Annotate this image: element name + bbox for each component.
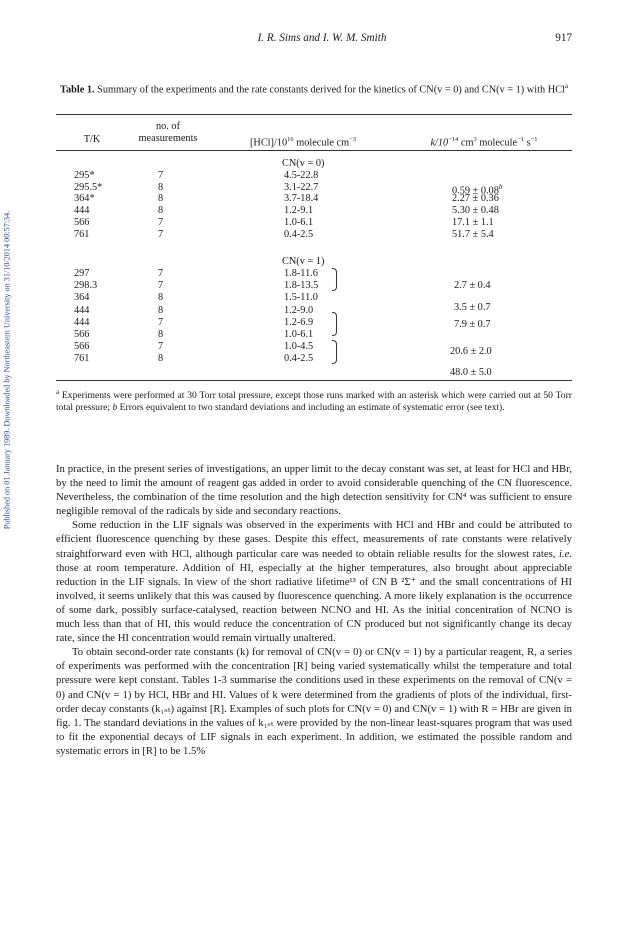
page-number: 917 [555, 32, 572, 44]
cell-rate-constant: 51.7 ± 5.4 [452, 228, 494, 240]
group-brace [332, 312, 337, 336]
footnote-a-marker: a [56, 388, 60, 396]
header-k-unit3: s [524, 137, 531, 149]
download-notice: Published on 01 January 1989. Downloaded by Northeastern University on 31/10/2014 00:57:34. [2, 210, 12, 530]
cell-temperature: 444 [74, 304, 90, 316]
cell-rate-constant: 17.1 ± 1.1 [452, 216, 494, 228]
cell-measurements: 7 [158, 280, 164, 292]
paragraph-1: In practice, in the present series of investigations, an upper limit to the decay constant was set, at least for HCl and HBr, by the need to limit the amount of reagent gas added in order to avoid considerable quenching of the CN fluorescence. Nevertheless, the combination of the time resolution and the high detection sensitivity for CN⁴ was sufficient to ensure negligible removal of the radicals by side and secondary reactions. [56, 463, 572, 518]
caption-footnote-marker: a [564, 82, 568, 90]
header-conc-exp: 16 [287, 136, 294, 143]
cell-measurements: 7 [158, 216, 164, 228]
cell-concentration: 1.8-13.5 [284, 280, 319, 292]
cell-measurements: 7 [158, 316, 164, 328]
paragraph-3: To obtain second-order rate constants (k) for removal of CN(v = 0) or CN(v = 1) by a particular reagent, R, a series of experiments was performed with the concentration [R] being varied systematically whilst the temperature and total pressure were kept constant. Tables 1-3 summarise the conditions used in these experiments on the removal of CN(v = 0) and CN(v = 1) by HCl, HBr and HI. Values of k were determined from the gradients of plots of the individual, first-order decay constants (k₁ₛₜ) against [R]. Examples of such plots for CN(v = 0) and CN(v = 1) with R = HBr are given in fig. 1. The standard deviations in the values of k₁ₛₜ were provided by the non-linear least-squares program that was used to fit the exponential decays of LIF signals in each experiment. In addition, we estimated the possible random and systematic errors in [R] to be 1.5% [56, 646, 572, 757]
cell-measurements: 8 [158, 292, 164, 304]
paragraph-2-ie: i.e. [558, 547, 572, 560]
rate-constant-v1-group-2: 3.5 ± 0.7 [454, 302, 491, 313]
header-measurements-top: no. of [155, 121, 181, 132]
header-k-exp: −14 [448, 136, 459, 143]
group-brace [332, 340, 337, 364]
header-k-unit-exp3: −1 [530, 136, 538, 143]
cell-measurements: 7 [158, 268, 164, 279]
rate-constant-v1-group-1: 2.7 ± 0.4 [454, 280, 491, 291]
cell-temperature: 444 [74, 316, 90, 328]
cell-concentration: 1.2-6.9 [284, 316, 314, 328]
cell-measurements: 8 [158, 193, 164, 205]
cell-measurements: 7 [158, 341, 164, 353]
cell-temperature: 566 [74, 216, 90, 228]
cell-concentration: 1.2-9.0 [284, 304, 314, 316]
table-footnotes [56, 387, 572, 414]
section-label-v0: CN(v = 0) [282, 158, 325, 169]
table-caption-text: Summary of the experiments and the rate constants derived for the kinetics of CN(v = 0) and CN(v = 1) with HCl [97, 84, 565, 96]
header-rate-constant [398, 134, 570, 149]
rate-constant-v1-group-4: 20.6 ± 2.0 [450, 346, 492, 357]
cell-temperature: 761 [74, 228, 90, 240]
header-temperature: T/K [83, 134, 101, 145]
download-watermark [0, 130, 14, 610]
header-conc-text: [HCl]/10 [249, 137, 288, 149]
cell-measurements: 8 [158, 181, 164, 193]
cell-concentration: 3.1-22.7 [284, 181, 319, 193]
paragraph-2-part-b: those at room temperature. Addition of HI, especially at the higher temperatures, also brought about appreciable reduction in the LIF signals. In view of the short radiative lifetime¹³ of CN B ²Σ⁺ and the small concentrations of HI involved, it seems unlikely that this was caused by fluorescence quenching. A more likely explanation is the occurrence of some dark, possibly surface-catalysed, reaction between NCNO and HI. As the initial concentration of NCNO is much less than that of HI, this would reduce the concentration of CN produced but not significantly change its decay rate, since the HI concentration would remain virtually unaltered. [56, 561, 572, 645]
table-caption [56, 80, 572, 96]
section-label-v1: CN(v = 1) [282, 256, 325, 267]
cell-concentration: 1.0-4.5 [284, 341, 314, 353]
cell-temperature: 566 [74, 329, 90, 340]
cell-temperature: 297 [74, 268, 90, 279]
cell-temperature: 295* [74, 170, 95, 181]
cell-temperature: 364 [74, 292, 90, 304]
table-top-rule [56, 114, 572, 115]
paragraph-2 [56, 518, 572, 645]
cell-concentration: 1.0-6.1 [284, 329, 314, 340]
cell-temperature: 295.5* [74, 181, 103, 193]
cell-temperature: 761 [74, 353, 90, 365]
page-header [72, 32, 572, 48]
cell-temperature: 298.3 [74, 280, 98, 292]
cell-measurements: 7 [158, 170, 164, 181]
footnote-b-text: Errors equivalent to two standard deviations and including an estimate of systematic error (see text). [117, 401, 505, 413]
rate-constant-v1-group-3: 7.9 ± 0.7 [454, 319, 491, 330]
cell-concentration: 4.5-22.8 [284, 170, 319, 181]
header-k-unit-exp1: 3 [473, 136, 477, 143]
table-header-rule [56, 150, 572, 151]
cell-rate-constant: 0.59 ± 0.08$^b$ [452, 182, 503, 197]
cell-temperature: 444 [74, 205, 90, 217]
running-title: I. R. Sims and I. W. M. Smith [257, 32, 387, 44]
cell-measurements: 7 [158, 228, 164, 240]
cell-concentration: 0.4-2.5 [284, 353, 314, 365]
footnote-a-text: Experiments were performed at 30 Torr total pressure, except those runs marked with an asterisk which were carried out at 50 Torr total pressure; [56, 390, 572, 413]
cell-temperature: 364* [74, 193, 95, 205]
rate-constant-v1-group-5: 48.0 ± 5.0 [450, 367, 492, 378]
body-text [56, 462, 572, 758]
cell-concentration: 1.2-9.1 [284, 205, 314, 217]
header-k-unit-exp2: −1 [517, 136, 525, 143]
header-k-unit: cm [458, 137, 474, 149]
cell-rate-constant: 5.30 ± 0.48 [452, 205, 499, 217]
cell-concentration: 3.7-18.4 [284, 193, 319, 205]
cell-measurements: 8 [158, 304, 164, 316]
paragraph-2-part-a: Some reduction in the LIF signals was observed in the experiments with HCl and HBr and could be attributed to efficient fluorescence quenching by these gases. Despite this effect, measurements of rate constants were relatively straightforward even with HCl, although particular care was needed to obtain reliable results for the slowest rates, [56, 519, 572, 560]
header-conc-unit-exp: −3 [349, 136, 357, 143]
cell-measurements: 8 [158, 205, 164, 217]
header-measurements [128, 121, 208, 145]
group-brace [332, 268, 337, 291]
header-k-unit2: molecule [476, 137, 518, 149]
cell-concentration: 1.5-11.0 [284, 292, 318, 304]
cell-measurements: 8 [158, 353, 164, 365]
header-k-text: k/10 [430, 137, 449, 149]
header-concentration [228, 134, 378, 149]
cell-rate-constant: 2.27 ± 0.36 [452, 193, 499, 205]
cell-temperature: 566 [74, 341, 90, 353]
cell-concentration: 1.8-11.6 [284, 268, 318, 279]
header-measurements-bottom: measurements [138, 133, 198, 144]
cell-measurements: 8 [158, 329, 164, 340]
cell-concentration: 1.0-6.1 [284, 216, 314, 228]
table-bottom-rule [56, 380, 572, 381]
footnote-b-marker: b [112, 401, 118, 413]
table-label: Table 1. [60, 84, 95, 96]
cell-rate-constant-footnote: b [498, 182, 503, 191]
header-conc-unit: molecule cm [293, 137, 350, 149]
cell-concentration: 0.4-2.5 [284, 228, 314, 240]
